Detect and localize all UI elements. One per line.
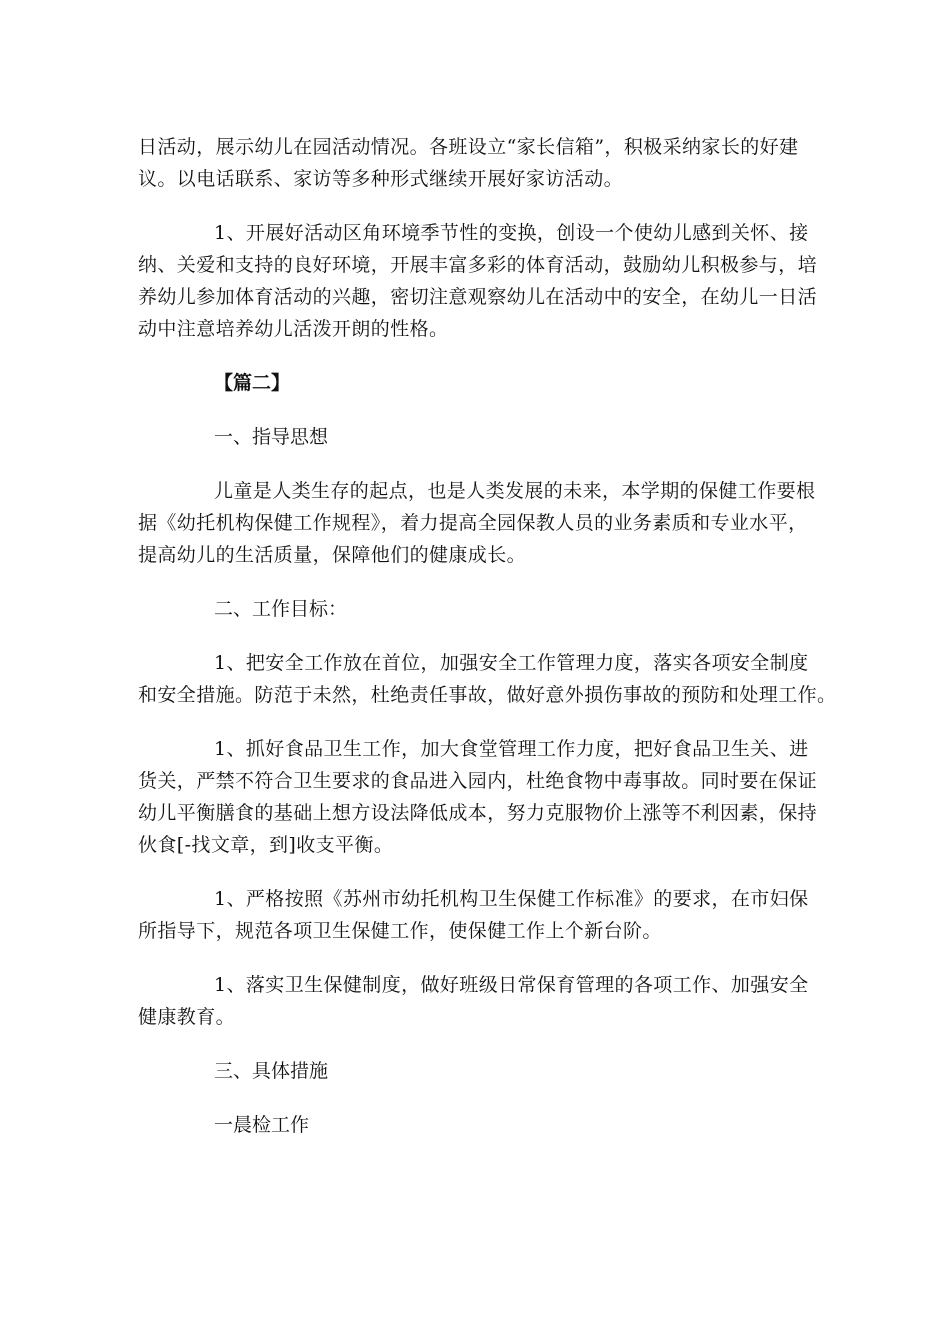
text-line: 伙食[-找文章，到]收支平衡。: [138, 834, 394, 856]
document-body: [138, 131, 837, 1163]
paragraph-safety: [138, 647, 837, 711]
text-line: 日活动，展示幼儿在园活动情况。各班设立“家长信箱”，积极采纳家长的好建: [138, 136, 799, 158]
paragraph-guiding-ideology: [138, 475, 818, 571]
text-line: 动中注意培养幼儿活泼开朗的性格。: [138, 318, 449, 340]
heading-specific-measures: 三、具体措施: [214, 1060, 329, 1082]
text-line: 1、抓好食品卫生工作，加大食堂管理工作力度，把好食品卫生关、进: [214, 738, 809, 760]
heading-morning-check: 一晨检工作: [214, 1114, 310, 1136]
text-line: 据《幼托机构保健工作规程》，着力提高全园保教人员的业务素质和专业水平，: [138, 512, 808, 534]
text-line: 幼儿平衡膳食的基础上想方设法降低成本，努力克服物价上涨等不利因素，保持: [138, 802, 818, 824]
text-line: 1、把安全工作放在首位，加强安全工作管理力度，落实各项安全制度: [214, 652, 809, 674]
text-line: 提高幼儿的生活质量，保障他们的健康成长。: [138, 544, 527, 566]
text-line: 货关，严禁不符合卫生要求的食品进入园内，杜绝食物中毒事故。同时要在保证: [138, 770, 818, 792]
text-line: 1、开展好活动区角环境季节性的变换，创设一个使幼儿感到关怀、接: [214, 222, 809, 244]
heading-work-goals: 二、工作目标：: [214, 598, 348, 620]
text-line: 健康教育。: [138, 1006, 236, 1028]
paragraph-food-hygiene: [138, 733, 818, 861]
text-line: 和安全措施。防范于未然，杜绝责任事故，做好意外损伤事故的预防和处理工作。: [138, 684, 837, 706]
paragraph-health-system: [138, 969, 818, 1033]
text-line: 议。以电话联系、家访等多种形式继续开展好家访活动。: [138, 168, 624, 190]
text-line: 所指导下，规范各项卫生保健工作，使保健工作上个新台阶。: [138, 920, 662, 942]
text-line: 纳、关爱和支持的良好环境，开展丰富多彩的体育活动，鼓励幼儿积极参与，培: [138, 254, 818, 276]
section-title: 【篇二】: [214, 372, 291, 394]
text-line: 1、落实卫生保健制度，做好班级日常保育管理的各项工作、加强安全: [214, 974, 809, 996]
heading-guiding-ideology: 一、指导思想: [214, 426, 329, 448]
text-line: 儿童是人类生存的起点，也是人类发展的未来，本学期的保健工作要根: [214, 480, 816, 502]
paragraph-standards: [138, 883, 818, 947]
text-line: 1、严格按照《苏州市幼托机构卫生保健工作标准》的要求，在市妇保: [214, 888, 809, 910]
paragraph-environment: [138, 217, 818, 345]
paragraph-family-contact: [138, 131, 818, 195]
text-line: 养幼儿参加体育活动的兴趣，密切注意观察幼儿在活动中的安全，在幼儿一日活: [138, 286, 818, 308]
